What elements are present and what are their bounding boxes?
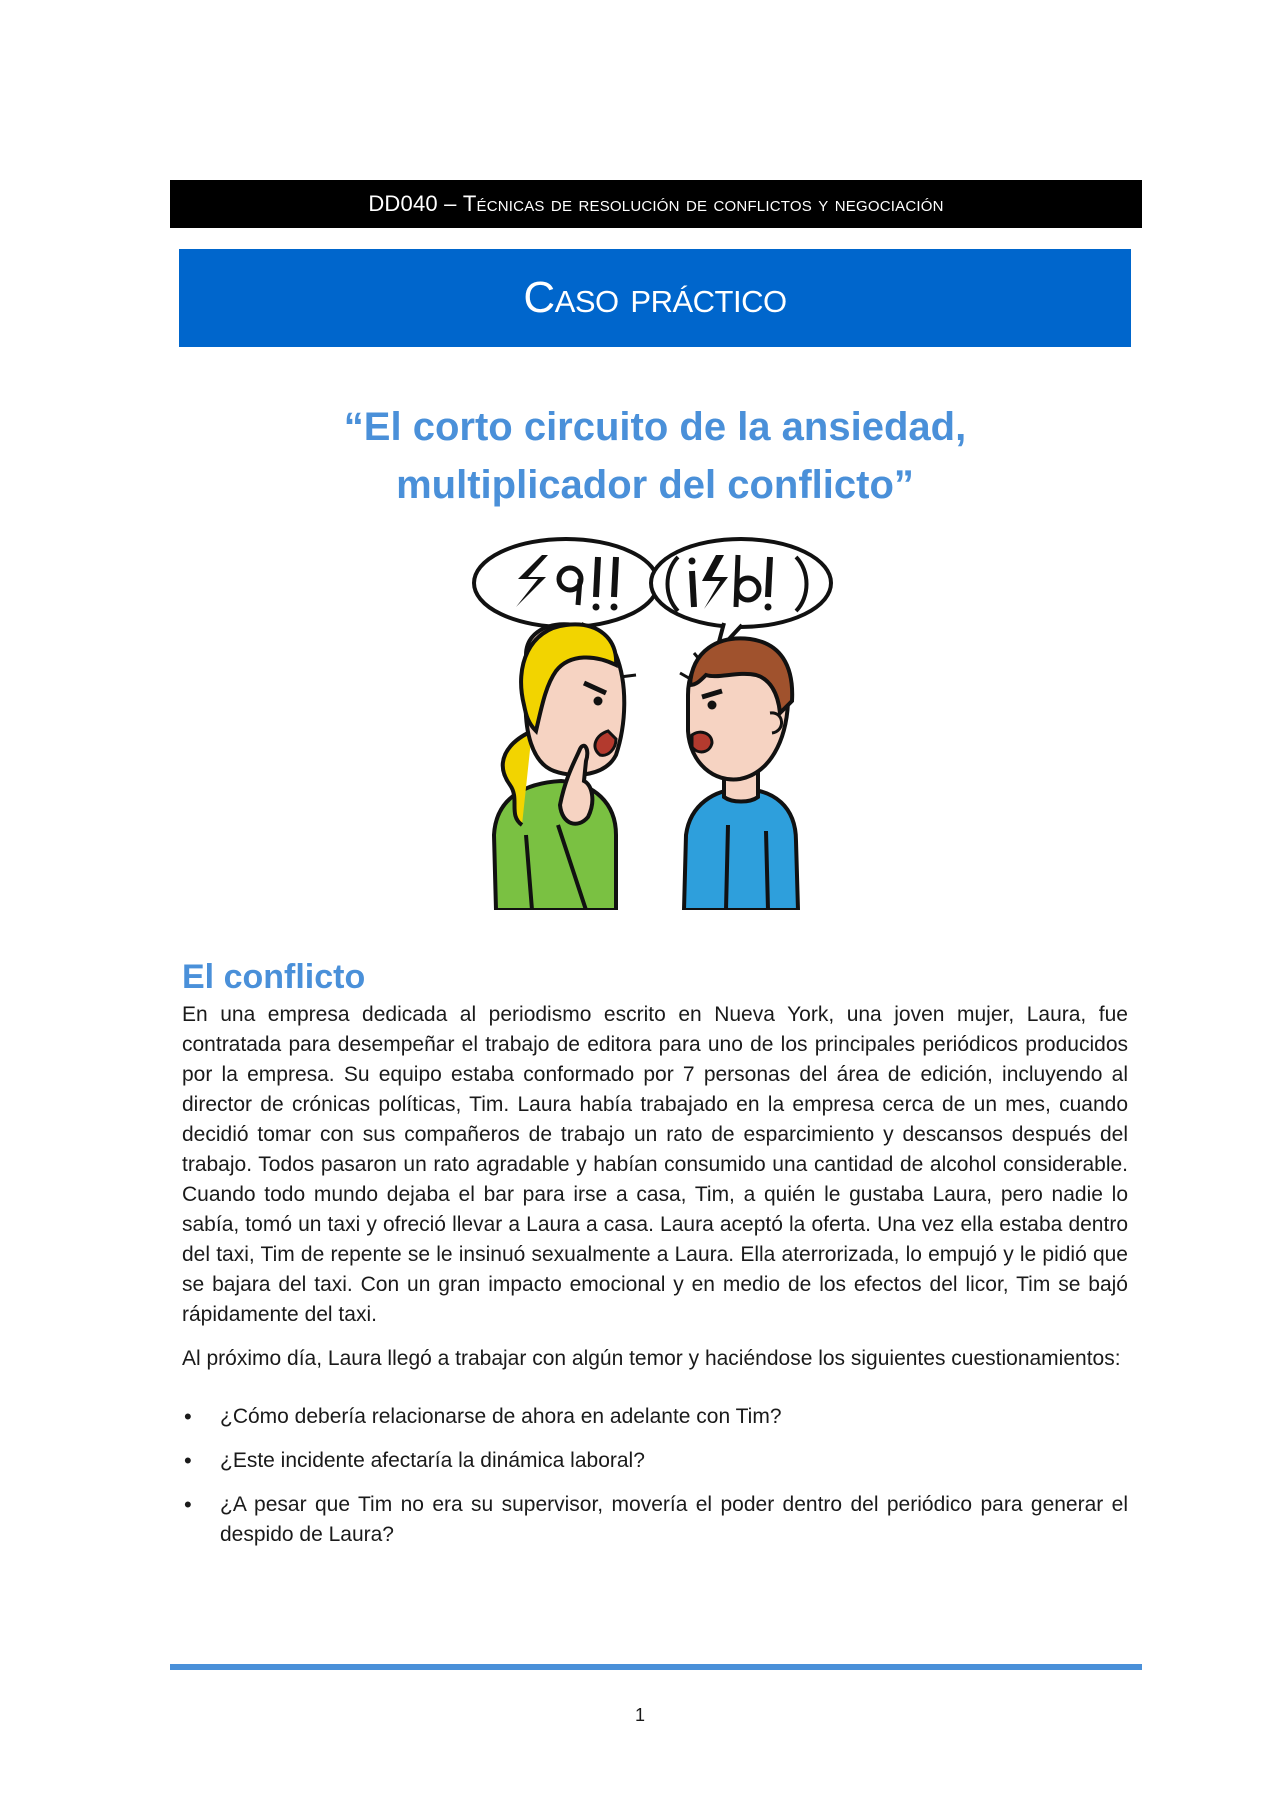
title-line-2: multiplicador del conflicto”: [396, 463, 914, 507]
case-banner: [179, 249, 1131, 347]
bullet-icon: •: [184, 1448, 192, 1473]
course-title: Técnicas de resolución de conflictos y negociación: [462, 191, 944, 216]
question-text: ¿Cómo debería relacionarse de ahora en adelante con Tim?: [220, 1405, 782, 1428]
course-separator: –: [437, 191, 463, 216]
list-item: [182, 1446, 1128, 1476]
list-item: [182, 1490, 1128, 1550]
document-title: [179, 398, 1131, 514]
bullet-icon: •: [184, 1404, 192, 1429]
case-banner-label: Caso práctico: [523, 273, 787, 322]
questions-list: [182, 1402, 1128, 1550]
arguing-people-illustration: [466, 535, 846, 910]
course-code: DD040: [368, 191, 438, 216]
paragraph-2: Al próximo día, Laura llegó a trabajar con algún temor y haciéndose los siguientes cuestionamientos:: [182, 1347, 1121, 1370]
right-speech-bubble: [651, 539, 831, 653]
question-text: ¿A pesar que Tim no era su supervisor, movería el poder dentro del periódico para generar el despido de Laura?: [220, 1493, 1128, 1546]
bullet-icon: •: [184, 1492, 192, 1517]
title-line-1: “El corto circuito de la ansiedad,: [343, 405, 967, 449]
section-body: [182, 1000, 1128, 1564]
question-text: ¿Este incidente afectaría la dinámica laboral?: [220, 1449, 645, 1472]
man-figure: [684, 638, 798, 910]
footer-divider: [170, 1664, 1142, 1670]
woman-figure: [494, 624, 624, 910]
section-heading: El conflicto: [182, 958, 366, 996]
page-number: 1: [634, 1705, 645, 1725]
paragraph-1: En una empresa dedicada al periodismo escrito en Nueva York, una joven mujer, Laura, fue contratada para desempeñar el trabajo de editora para uno de los principales periódicos producidos por la empresa. Su equipo estaba conformado por 7 personas del área de edición, incluyendo al director de crónicas políticas, Tim. Laura había trabajado en la empresa cerca de un mes, cuando decidió tomar con sus compañeros de trabajo un rato de esparcimiento y descansos después del trabajo. Todos pasaron un rato agradable y habían consumido una cantidad de alcohol considerable. Cuando todo mundo dejaba el bar para irse a casa, Tim, a quién le gustaba Laura, pero nadie lo sabía, tomó un taxi y ofreció llevar a Laura a casa. Laura aceptó la oferta. Una vez ella estaba dentro del taxi, Tim de repente se le insinuó sexualmente a Laura. Ella aterrorizada, lo empujó y le pidió que se bajara del taxi. Con un gran impacto emocional y en medio de los efectos del licor, Tim se bajó rápidamente del taxi.: [182, 1003, 1128, 1326]
list-item: [182, 1402, 1128, 1432]
course-header-bar: [170, 180, 1142, 228]
